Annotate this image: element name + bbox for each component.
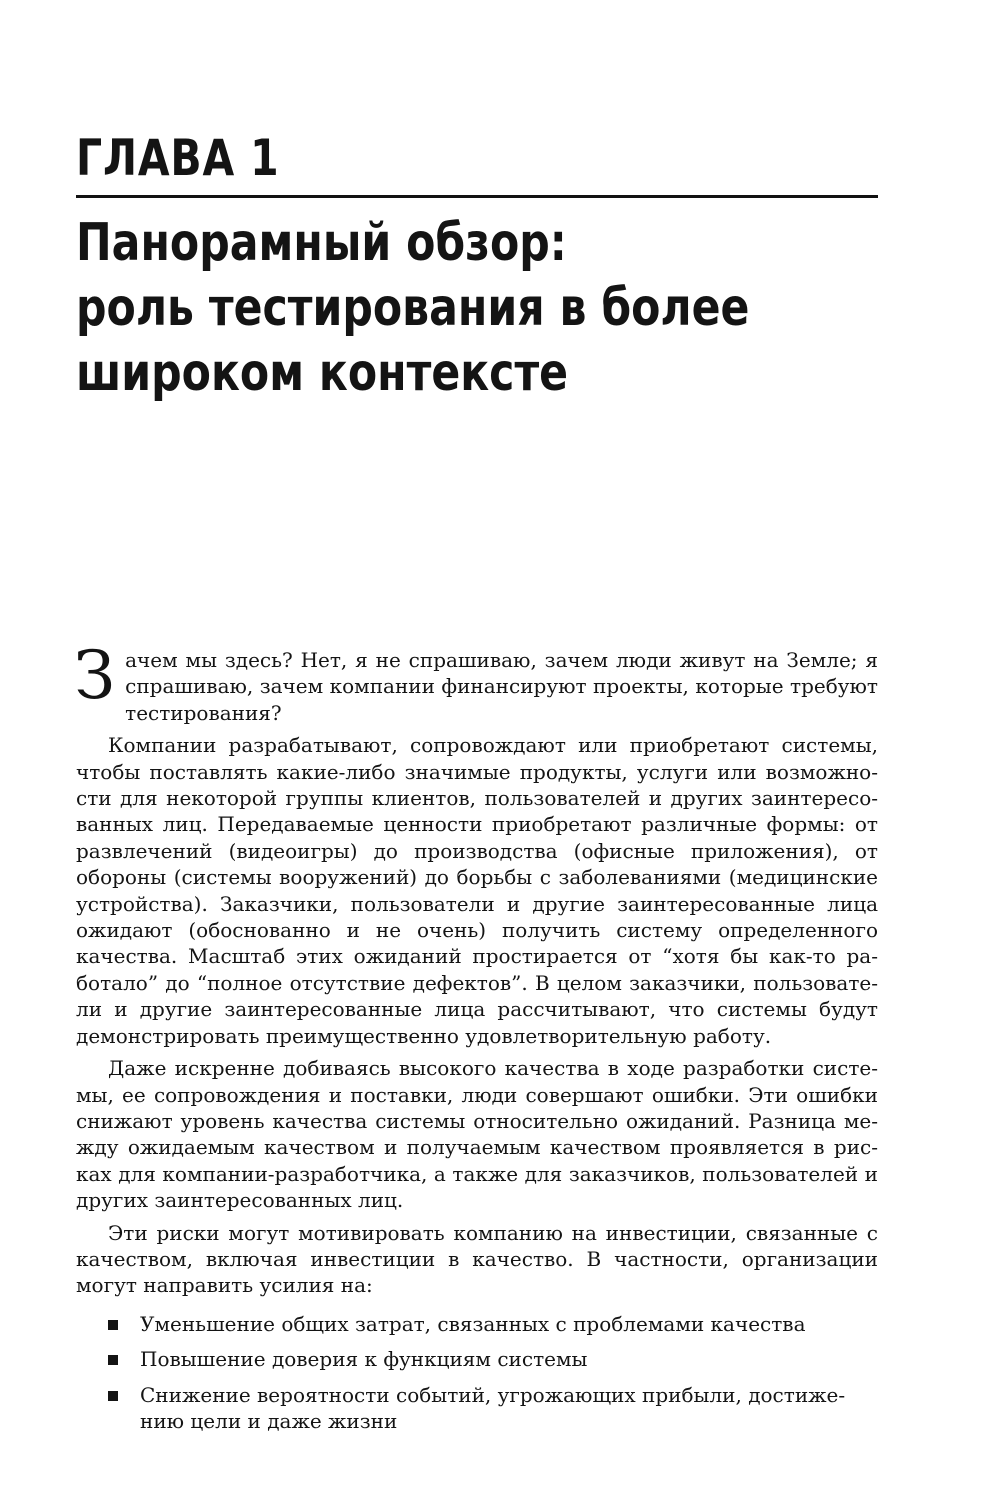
bullet-text: Снижение вероятности событий, угрожающих прибыли, достижению цели и даже жизни — [140, 1382, 846, 1433]
bullet-item — [76, 1311, 878, 1337]
bullet-item — [76, 1382, 878, 1435]
bullet-item — [76, 1346, 878, 1372]
chapter-divider — [76, 195, 878, 198]
chapter-title-line: роль тестирования в более — [76, 278, 750, 338]
drop-cap: З — [74, 637, 116, 714]
bullet-text: Повышение доверия к функциям системы — [140, 1347, 588, 1372]
chapter-title-line: широком контексте — [76, 343, 569, 403]
bullet-text: Уменьшение общих затрат, связанных с проблемами качества — [140, 1311, 806, 1336]
chapter-label: ГЛАВА 1 — [76, 129, 280, 187]
chapter-body — [74, 637, 878, 1443]
paragraph-intro-text: ачем мы здесь? Нет, я не спрашиваю, зачем люди живут на Земле; я спрашиваю, зачем компании финансируют проекты, которые требуют тестирования? — [125, 648, 878, 725]
square-bullet-icon — [108, 1355, 118, 1365]
paragraph: Эти риски могут мотивировать компанию на инвестиции, связанные с качеством, включая инвестиции в качество. В частности, организации могут направить усилия на: — [76, 1220, 878, 1298]
square-bullet-icon — [108, 1320, 118, 1330]
paragraph: Компании разрабатывают, сопровождают или приобретают системы, чтобы поставлять какие-либо значимые продукты, услуги или возможности для некоторой группы клиентов, пользователей и других заинтересованных лиц. Передаваемые ценности приобретают различные формы: от развлечений (видеоигры) до производства (офисные приложения), от обороны (системы вооружений) до борьбы с заболеваниями (медицинские устройства). Заказчики, пользователи и другие заинтересованные лица ожидают (обоснованно и не очень) получить систему определенного качества. Масштаб этих ожиданий простирается от “хотя бы как-то работало” до “полное отсутствие дефектов”. В целом заказчики, пользователи и другие заинтересованные лица рассчитывают, что системы будут демонстрировать преимущественно удовлетворительную работу. — [76, 733, 878, 1048]
paragraph-intro — [74, 637, 878, 726]
square-bullet-icon — [108, 1391, 118, 1401]
chapter-title-line: Панорамный обзор: — [76, 213, 567, 273]
paragraph: Даже искренне добиваясь высокого качества в ходе разработки системы, ее сопровождения и поставки, люди совершают ошибки. Эти ошибки снижают уровень качества системы относительно ожиданий. Разница между ожидаемым качеством и получаемым качеством проявляется в рисках для компании-разработчика, а также для заказчиков, пользователей и других заинтересованных лиц. — [76, 1056, 878, 1213]
chapter-title — [76, 211, 749, 406]
bullet-list — [76, 1311, 878, 1435]
